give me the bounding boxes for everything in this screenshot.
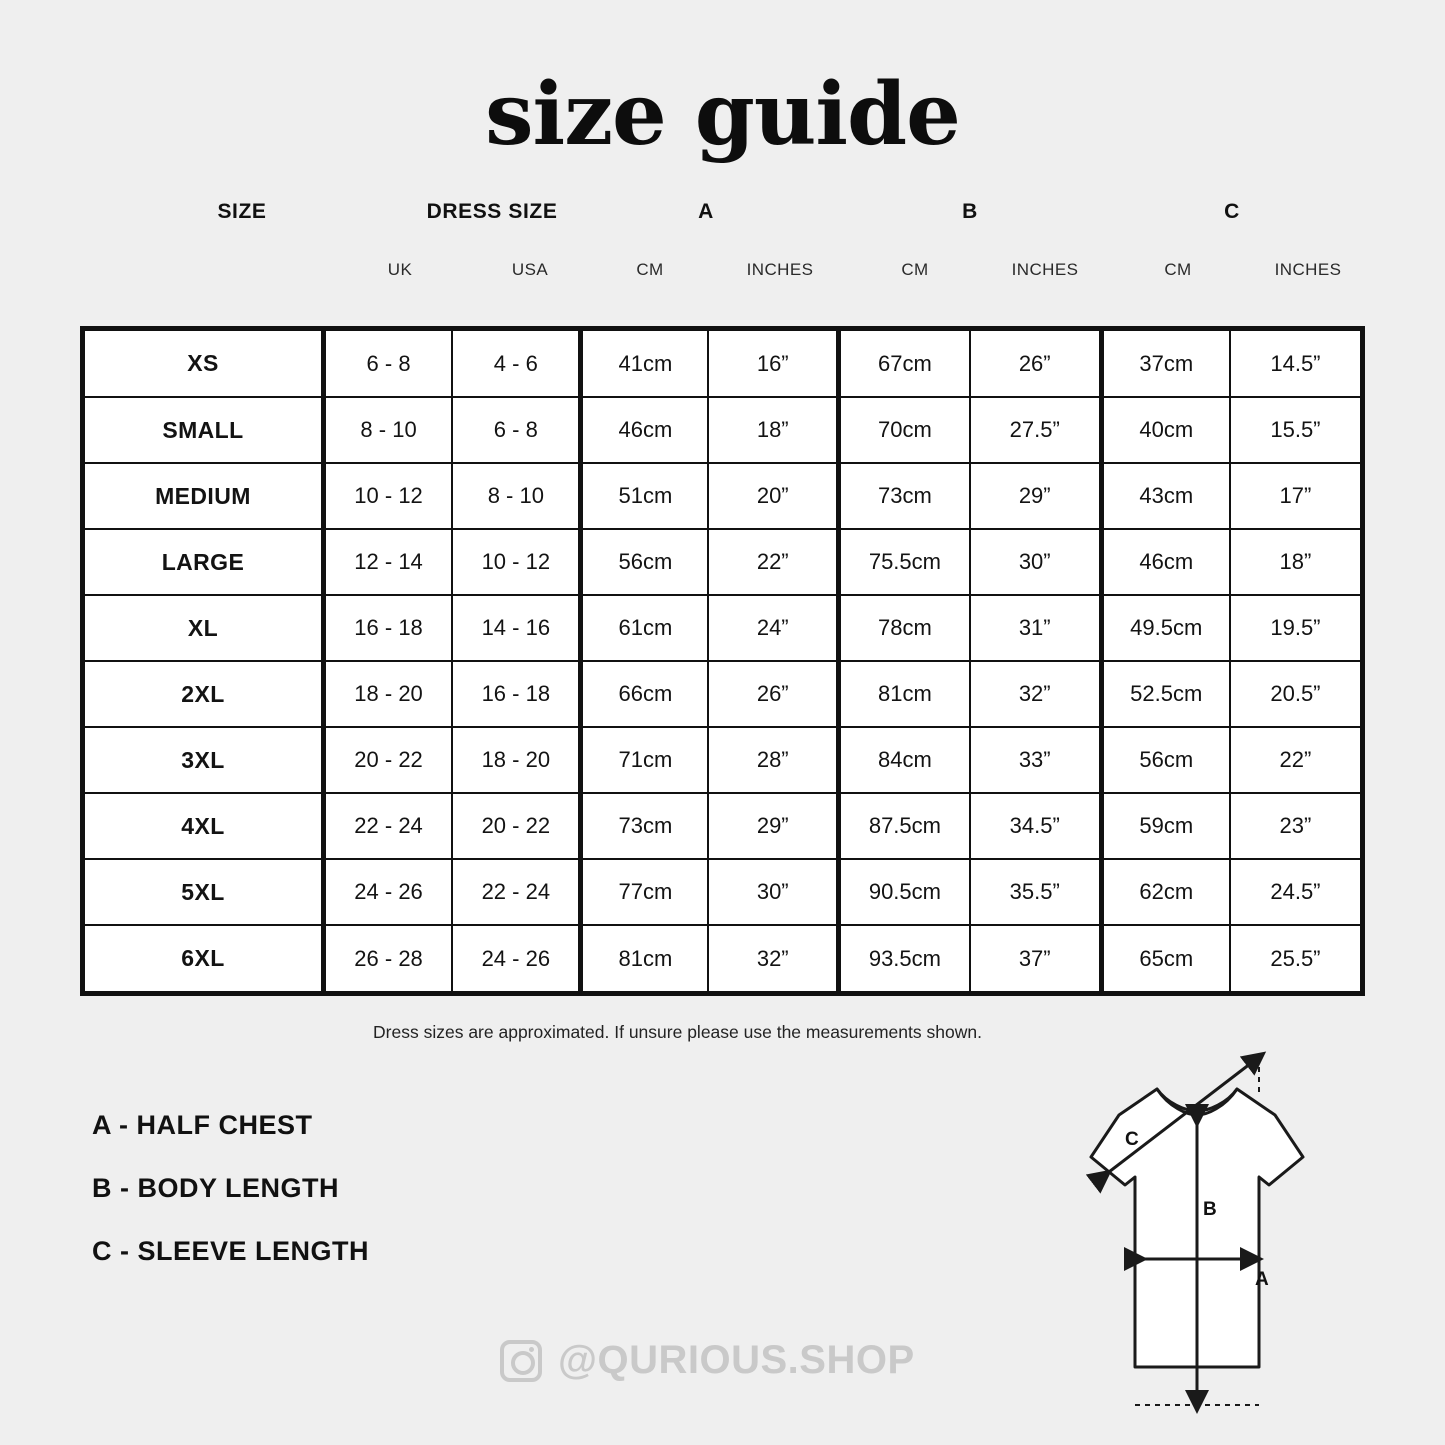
page-title: size guide [485, 64, 960, 165]
cell-a_in: 28” [708, 727, 838, 793]
cell-a_in: 30” [708, 859, 838, 925]
header-c: C [1224, 200, 1240, 223]
instagram-icon [500, 1340, 542, 1382]
cell-b_cm: 87.5cm [839, 793, 970, 859]
subheader-a-cm: CM [636, 260, 664, 279]
tshirt-measurement-diagram [1007, 1037, 1387, 1427]
cell-uk: 8 - 10 [323, 397, 452, 463]
cell-a_in: 32” [708, 925, 838, 991]
table-row [85, 397, 1360, 463]
cell-c_in: 18” [1230, 529, 1360, 595]
svg-text:A: A [1255, 1269, 1269, 1290]
cell-a_in: 18” [708, 397, 838, 463]
cell-b_in: 34.5” [970, 793, 1101, 859]
cell-c_in: 23” [1230, 793, 1360, 859]
cell-c_in: 20.5” [1230, 661, 1360, 727]
cell-b_cm: 93.5cm [839, 925, 970, 991]
cell-a_in: 22” [708, 529, 838, 595]
cell-uk: 10 - 12 [323, 463, 452, 529]
size-table [80, 326, 1365, 996]
cell-uk: 24 - 26 [323, 859, 452, 925]
cell-c_in: 17” [1230, 463, 1360, 529]
header-a: A [698, 200, 714, 223]
cell-a_cm: 71cm [581, 727, 709, 793]
table-row [85, 925, 1360, 991]
cell-usa: 14 - 16 [452, 595, 581, 661]
table-header-labels [80, 200, 1365, 320]
subheader-uk: UK [387, 260, 413, 279]
cell-a_in: 24” [708, 595, 838, 661]
table-row [85, 793, 1360, 859]
cell-uk: 16 - 18 [323, 595, 452, 661]
table-row [85, 595, 1360, 661]
cell-c_in: 14.5” [1230, 331, 1360, 397]
cell-a_cm: 81cm [581, 925, 709, 991]
cell-c_cm: 59cm [1101, 793, 1230, 859]
watermark [500, 1338, 915, 1383]
cell-c_cm: 65cm [1101, 925, 1230, 991]
cell-c_in: 22” [1230, 727, 1360, 793]
table-row [85, 859, 1360, 925]
legend-item-a: A - HALF CHEST [92, 1110, 313, 1140]
cell-b_cm: 67cm [839, 331, 970, 397]
cell-usa: 10 - 12 [452, 529, 581, 595]
header-dress-size: DRESS SIZE [426, 200, 558, 223]
cell-a_in: 29” [708, 793, 838, 859]
svg-text:C: C [1125, 1129, 1139, 1150]
cell-b_in: 32” [970, 661, 1101, 727]
cell-uk: 20 - 22 [323, 727, 452, 793]
cell-c_cm: 49.5cm [1101, 595, 1230, 661]
cell-a_cm: 46cm [581, 397, 709, 463]
subheader-usa: USA [511, 260, 549, 279]
subheader-b-cm: CM [901, 260, 929, 279]
cell-usa: 24 - 26 [452, 925, 581, 991]
cell-b_in: 30” [970, 529, 1101, 595]
cell-c_in: 25.5” [1230, 925, 1360, 991]
cell-b_cm: 75.5cm [839, 529, 970, 595]
cell-c_in: 19.5” [1230, 595, 1360, 661]
cell-a_cm: 41cm [581, 331, 709, 397]
cell-uk: 18 - 20 [323, 661, 452, 727]
cell-uk: 6 - 8 [323, 331, 452, 397]
cell-b_in: 35.5” [970, 859, 1101, 925]
cell-c_cm: 62cm [1101, 859, 1230, 925]
legend-item-b: B - BODY LENGTH [92, 1173, 340, 1203]
svg-text:B: B [1203, 1199, 1217, 1220]
cell-b_in: 33” [970, 727, 1101, 793]
cell-c_in: 24.5” [1230, 859, 1360, 925]
cell-b_cm: 70cm [839, 397, 970, 463]
cell-uk: 26 - 28 [323, 925, 452, 991]
cell-size: XS [85, 331, 323, 397]
cell-usa: 16 - 18 [452, 661, 581, 727]
cell-size: XL [85, 595, 323, 661]
cell-c_cm: 56cm [1101, 727, 1230, 793]
cell-b_in: 31” [970, 595, 1101, 661]
cell-size: 5XL [85, 859, 323, 925]
cell-a_cm: 66cm [581, 661, 709, 727]
cell-usa: 20 - 22 [452, 793, 581, 859]
measurement-legend [92, 1110, 712, 1299]
cell-c_cm: 43cm [1101, 463, 1230, 529]
cell-a_in: 20” [708, 463, 838, 529]
cell-size: 6XL [85, 925, 323, 991]
cell-size: MEDIUM [85, 463, 323, 529]
cell-b_cm: 81cm [839, 661, 970, 727]
cell-a_cm: 56cm [581, 529, 709, 595]
table-row [85, 727, 1360, 793]
subheader-c-cm: CM [1164, 260, 1192, 279]
cell-a_cm: 61cm [581, 595, 709, 661]
cell-b_cm: 78cm [839, 595, 970, 661]
subheader-b-inches: INCHES [1011, 260, 1079, 279]
cell-size: LARGE [85, 529, 323, 595]
table-row [85, 463, 1360, 529]
header-b: B [962, 200, 978, 223]
cell-usa: 8 - 10 [452, 463, 581, 529]
cell-b_in: 37” [970, 925, 1101, 991]
subheader-a-inches: INCHES [746, 260, 814, 279]
cell-size: 2XL [85, 661, 323, 727]
cell-c_in: 15.5” [1230, 397, 1360, 463]
cell-c_cm: 37cm [1101, 331, 1230, 397]
cell-usa: 6 - 8 [452, 397, 581, 463]
cell-c_cm: 46cm [1101, 529, 1230, 595]
cell-size: 3XL [85, 727, 323, 793]
approximation-note-text: Dress sizes are approximated. If unsure please use the measurements shown. [373, 1022, 982, 1042]
subheader-c-inches: INCHES [1274, 260, 1342, 279]
cell-a_cm: 77cm [581, 859, 709, 925]
cell-c_cm: 40cm [1101, 397, 1230, 463]
table-row [85, 661, 1360, 727]
cell-b_cm: 73cm [839, 463, 970, 529]
table-row [85, 331, 1360, 397]
cell-a_in: 16” [708, 331, 838, 397]
cell-b_in: 29” [970, 463, 1101, 529]
cell-size: 4XL [85, 793, 323, 859]
cell-size: SMALL [85, 397, 323, 463]
table-row [85, 529, 1360, 595]
cell-b_cm: 90.5cm [839, 859, 970, 925]
cell-uk: 12 - 14 [323, 529, 452, 595]
cell-usa: 18 - 20 [452, 727, 581, 793]
cell-a_in: 26” [708, 661, 838, 727]
legend-item-c: C - SLEEVE LENGTH [92, 1236, 370, 1266]
cell-usa: 22 - 24 [452, 859, 581, 925]
cell-b_in: 26” [970, 331, 1101, 397]
cell-c_cm: 52.5cm [1101, 661, 1230, 727]
header-size: SIZE [217, 200, 267, 223]
cell-usa: 4 - 6 [452, 331, 581, 397]
cell-b_in: 27.5” [970, 397, 1101, 463]
cell-a_cm: 73cm [581, 793, 709, 859]
watermark-handle: @QURIOUS.SHOP [558, 1338, 915, 1382]
cell-b_cm: 84cm [839, 727, 970, 793]
cell-uk: 22 - 24 [323, 793, 452, 859]
cell-a_cm: 51cm [581, 463, 709, 529]
